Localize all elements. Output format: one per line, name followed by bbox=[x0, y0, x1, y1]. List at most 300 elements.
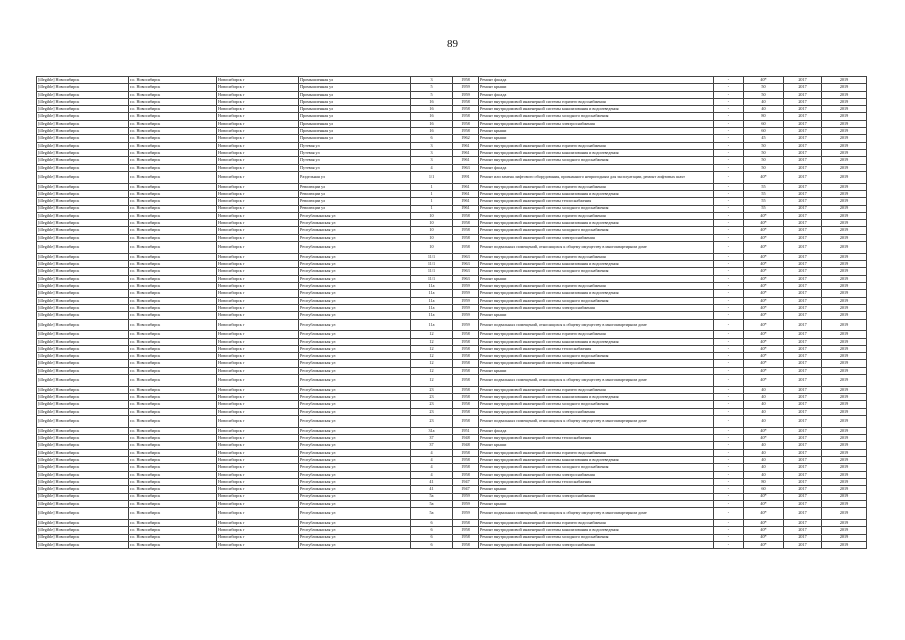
work-type-cell: Ремонт внутридомовой инженерной системы холодного водоснабжения bbox=[479, 113, 714, 120]
work-type-cell: Ремонт крыши bbox=[479, 135, 714, 142]
street-cell: Республиканская ул bbox=[299, 519, 411, 526]
year-end-cell: 2019 bbox=[822, 149, 867, 156]
district-cell: [illegible] Новосибирск bbox=[37, 375, 129, 387]
work-type-cell: Ремонт внутридомовой инженерной системы горячего водоснабжения bbox=[479, 386, 714, 393]
dash-cell: - bbox=[714, 408, 744, 415]
table-row bbox=[37, 345, 867, 352]
cost-cell: 40* bbox=[744, 508, 784, 520]
build-year-cell: 1963 bbox=[453, 268, 479, 275]
table-row bbox=[37, 212, 867, 219]
city-cell: Новосибирск г bbox=[217, 464, 299, 471]
district-cell: [illegible] Новосибирск bbox=[37, 171, 129, 183]
year-end-cell: 2019 bbox=[822, 212, 867, 219]
year-start-cell: 2017 bbox=[784, 435, 822, 442]
year-end-cell: 2019 bbox=[822, 464, 867, 471]
street-cell: Республиканская ул bbox=[299, 442, 411, 449]
cost-cell: 50 bbox=[744, 164, 784, 171]
work-type-cell: Ремонт внутридомовой инженерной системы горячего водоснабжения bbox=[479, 212, 714, 219]
street-cell: Революции ул bbox=[299, 198, 411, 205]
cost-cell: 40* bbox=[744, 253, 784, 260]
cost-cell: 40* bbox=[744, 227, 784, 234]
table-row bbox=[37, 478, 867, 485]
cost-cell: 40* bbox=[744, 290, 784, 297]
okrug-cell: г.о. Новосибирск bbox=[129, 106, 217, 113]
cost-cell: 55 bbox=[744, 198, 784, 205]
year-start-cell: 2017 bbox=[784, 297, 822, 304]
house-number-cell: 16 bbox=[411, 106, 453, 113]
work-type-cell: Ремонт внутридомовой инженерной системы горячего водоснабжения bbox=[479, 98, 714, 105]
dash-cell: - bbox=[714, 283, 744, 290]
table-row bbox=[37, 508, 867, 520]
district-cell: [illegible] Новосибирск bbox=[37, 84, 129, 91]
district-cell: [illegible] Новосибирск bbox=[37, 128, 129, 135]
okrug-cell: г.о. Новосибирск bbox=[129, 253, 217, 260]
cost-cell: 40 bbox=[744, 401, 784, 408]
cost-cell: 40* bbox=[744, 500, 784, 507]
house-number-cell: 4 bbox=[411, 471, 453, 478]
year-end-cell: 2019 bbox=[822, 157, 867, 164]
work-type-cell: Ремонт внутридомовой инженерной системы холодного водоснабжения bbox=[479, 157, 714, 164]
year-start-cell: 2017 bbox=[784, 98, 822, 105]
house-number-cell: 10 bbox=[411, 234, 453, 241]
table-row bbox=[37, 142, 867, 149]
work-type-cell: Ремонт внутридомовой инженерной системы канализования и водоотведения bbox=[479, 149, 714, 156]
dash-cell: - bbox=[714, 253, 744, 260]
street-cell: Республиканская ул bbox=[299, 416, 411, 428]
okrug-cell: г.о. Новосибирск bbox=[129, 500, 217, 507]
dash-cell: - bbox=[714, 457, 744, 464]
house-number-cell: 1 bbox=[411, 190, 453, 197]
city-cell: Новосибирск г bbox=[217, 486, 299, 493]
year-end-cell: 2019 bbox=[822, 242, 867, 254]
work-type-cell: Ремонт или замена лифтового оборудования, признанного непригодным для эксплуатации, ремонт лифтовых шахт bbox=[479, 171, 714, 183]
work-type-cell: Ремонт крыши bbox=[479, 367, 714, 374]
table-row bbox=[37, 500, 867, 507]
okrug-cell: г.о. Новосибирск bbox=[129, 190, 217, 197]
street-cell: Республиканская ул bbox=[299, 394, 411, 401]
work-type-cell: Ремонт внутридомовой инженерной системы холодного водоснабжения bbox=[479, 268, 714, 275]
district-cell: [illegible] Новосибирск bbox=[37, 319, 129, 331]
table-row bbox=[37, 486, 867, 493]
year-start-cell: 2017 bbox=[784, 91, 822, 98]
district-cell: [illegible] Новосибирск bbox=[37, 478, 129, 485]
cost-cell: 80 bbox=[744, 113, 784, 120]
dash-cell: - bbox=[714, 142, 744, 149]
year-start-cell: 2017 bbox=[784, 190, 822, 197]
street-cell: Республиканская ул bbox=[299, 457, 411, 464]
year-start-cell: 2017 bbox=[784, 527, 822, 534]
dash-cell: - bbox=[714, 242, 744, 254]
city-cell: Новосибирск г bbox=[217, 416, 299, 428]
city-cell: Новосибирск г bbox=[217, 478, 299, 485]
cost-cell: 40* bbox=[744, 519, 784, 526]
year-start-cell: 2017 bbox=[784, 519, 822, 526]
street-cell: Республиканская ул bbox=[299, 360, 411, 367]
city-cell: Новосибирск г bbox=[217, 508, 299, 520]
house-number-cell: 12 bbox=[411, 345, 453, 352]
district-cell: [illegible] Новосибирск bbox=[37, 353, 129, 360]
district-cell: [illegible] Новосибирск bbox=[37, 534, 129, 541]
table-row bbox=[37, 541, 867, 548]
build-year-cell: 1947 bbox=[453, 478, 479, 485]
house-number-cell: 31а bbox=[411, 427, 453, 434]
table-row bbox=[37, 427, 867, 434]
dash-cell: - bbox=[714, 442, 744, 449]
year-end-cell: 2019 bbox=[822, 98, 867, 105]
build-year-cell: 1958 bbox=[453, 331, 479, 338]
table-row bbox=[37, 353, 867, 360]
city-cell: Новосибирск г bbox=[217, 541, 299, 548]
cost-cell: 40 bbox=[744, 394, 784, 401]
street-cell: Республиканская ул bbox=[299, 275, 411, 282]
cost-cell: 40* bbox=[744, 242, 784, 254]
dash-cell: - bbox=[714, 541, 744, 548]
city-cell: Новосибирск г bbox=[217, 408, 299, 415]
okrug-cell: г.о. Новосибирск bbox=[129, 527, 217, 534]
district-cell: [illegible] Новосибирск bbox=[37, 113, 129, 120]
cost-cell: 40 bbox=[744, 98, 784, 105]
okrug-cell: г.о. Новосибирск bbox=[129, 234, 217, 241]
build-year-cell: 1959 bbox=[453, 91, 479, 98]
street-cell: Промышленная ул bbox=[299, 113, 411, 120]
year-start-cell: 2017 bbox=[784, 312, 822, 319]
table-row bbox=[37, 242, 867, 254]
okrug-cell: г.о. Новосибирск bbox=[129, 212, 217, 219]
build-year-cell: 1958 bbox=[453, 77, 479, 84]
work-type-cell: Ремонт внутридомовой инженерной системы канализования и водоотведения bbox=[479, 190, 714, 197]
year-end-cell: 2019 bbox=[822, 401, 867, 408]
city-cell: Новосибирск г bbox=[217, 353, 299, 360]
year-end-cell: 2019 bbox=[822, 519, 867, 526]
city-cell: Новосибирск г bbox=[217, 345, 299, 352]
dash-cell: - bbox=[714, 261, 744, 268]
city-cell: Новосибирск г bbox=[217, 198, 299, 205]
build-year-cell: 1958 bbox=[453, 375, 479, 387]
street-cell: Республиканская ул bbox=[299, 464, 411, 471]
work-type-cell: Ремонт внутридомовой инженерной системы электроснабжения bbox=[479, 493, 714, 500]
work-type-cell: Ремонт крыши bbox=[479, 312, 714, 319]
build-year-cell: 1958 bbox=[453, 120, 479, 127]
house-number-cell: 23 bbox=[411, 386, 453, 393]
okrug-cell: г.о. Новосибирск bbox=[129, 84, 217, 91]
work-type-cell: Ремонт подвальных помещений, относящихся к общему имуществу в многоквартирном доме bbox=[479, 416, 714, 428]
work-type-cell: Ремонт фасада bbox=[479, 91, 714, 98]
okrug-cell: г.о. Новосибирск bbox=[129, 338, 217, 345]
cost-cell: 40* bbox=[744, 275, 784, 282]
table-row bbox=[37, 319, 867, 331]
house-number-cell: 3 bbox=[411, 149, 453, 156]
city-cell: Новосибирск г bbox=[217, 91, 299, 98]
dash-cell: - bbox=[714, 297, 744, 304]
city-cell: Новосибирск г bbox=[217, 275, 299, 282]
street-cell: Раздельная ул bbox=[299, 171, 411, 183]
table-row bbox=[37, 442, 867, 449]
district-cell: [illegible] Новосибирск bbox=[37, 527, 129, 534]
okrug-cell: г.о. Новосибирск bbox=[129, 135, 217, 142]
work-type-cell: Ремонт внутридомовой инженерной системы канализования и водоотведения bbox=[479, 261, 714, 268]
dash-cell: - bbox=[714, 427, 744, 434]
year-end-cell: 2019 bbox=[822, 457, 867, 464]
district-cell: [illegible] Новосибирск bbox=[37, 408, 129, 415]
dash-cell: - bbox=[714, 464, 744, 471]
street-cell: Республиканская ул bbox=[299, 319, 411, 331]
build-year-cell: 1958 bbox=[453, 227, 479, 234]
year-end-cell: 2019 bbox=[822, 427, 867, 434]
house-number-cell: 1 bbox=[411, 205, 453, 212]
table-row bbox=[37, 534, 867, 541]
street-cell: Республиканская ул bbox=[299, 386, 411, 393]
dash-cell: - bbox=[714, 338, 744, 345]
okrug-cell: г.о. Новосибирск bbox=[129, 367, 217, 374]
table-row bbox=[37, 77, 867, 84]
year-start-cell: 2017 bbox=[784, 449, 822, 456]
work-type-cell: Ремонт фасада bbox=[479, 77, 714, 84]
okrug-cell: г.о. Новосибирск bbox=[129, 331, 217, 338]
district-cell: [illegible] Новосибирск bbox=[37, 386, 129, 393]
district-cell: [illegible] Новосибирск bbox=[37, 142, 129, 149]
house-number-cell: 10 bbox=[411, 242, 453, 254]
dash-cell: - bbox=[714, 534, 744, 541]
house-number-cell: 12 bbox=[411, 360, 453, 367]
okrug-cell: г.о. Новосибирск bbox=[129, 394, 217, 401]
year-end-cell: 2019 bbox=[822, 312, 867, 319]
okrug-cell: г.о. Новосибирск bbox=[129, 77, 217, 84]
house-number-cell: 11а bbox=[411, 297, 453, 304]
table-row bbox=[37, 457, 867, 464]
work-type-cell: Ремонт внутридомовой инженерной системы холодного водоснабжения bbox=[479, 205, 714, 212]
street-cell: Республиканская ул bbox=[299, 493, 411, 500]
table-row bbox=[37, 416, 867, 428]
table-row bbox=[37, 435, 867, 442]
year-start-cell: 2017 bbox=[784, 319, 822, 331]
district-cell: [illegible] Новосибирск bbox=[37, 508, 129, 520]
repair-schedule-table bbox=[36, 76, 867, 549]
year-start-cell: 2017 bbox=[784, 253, 822, 260]
city-cell: Новосибирск г bbox=[217, 338, 299, 345]
city-cell: Новосибирск г bbox=[217, 386, 299, 393]
year-end-cell: 2019 bbox=[822, 353, 867, 360]
build-year-cell: 1958 bbox=[453, 338, 479, 345]
table-row bbox=[37, 275, 867, 282]
house-number-cell: 6 bbox=[411, 527, 453, 534]
year-start-cell: 2017 bbox=[784, 394, 822, 401]
cost-cell: 80 bbox=[744, 478, 784, 485]
district-cell: [illegible] Новосибирск bbox=[37, 360, 129, 367]
year-end-cell: 2019 bbox=[822, 435, 867, 442]
table-row bbox=[37, 464, 867, 471]
street-cell: Промышленная ул bbox=[299, 98, 411, 105]
dash-cell: - bbox=[714, 449, 744, 456]
district-cell: [illegible] Новосибирск bbox=[37, 442, 129, 449]
build-year-cell: 1961 bbox=[453, 157, 479, 164]
year-end-cell: 2019 bbox=[822, 486, 867, 493]
dash-cell: - bbox=[714, 120, 744, 127]
city-cell: Новосибирск г bbox=[217, 212, 299, 219]
build-year-cell: 1959 bbox=[453, 297, 479, 304]
cost-cell: 50 bbox=[744, 84, 784, 91]
work-type-cell: Ремонт внутридомовой инженерной системы канализования и водоотведения bbox=[479, 457, 714, 464]
work-type-cell: Ремонт внутридомовой инженерной системы электроснабжения bbox=[479, 120, 714, 127]
district-cell: [illegible] Новосибирск bbox=[37, 297, 129, 304]
cost-cell: 40 bbox=[744, 416, 784, 428]
okrug-cell: г.о. Новосибирск bbox=[129, 386, 217, 393]
year-end-cell: 2019 bbox=[822, 268, 867, 275]
build-year-cell: 1959 bbox=[453, 283, 479, 290]
year-end-cell: 2019 bbox=[822, 253, 867, 260]
okrug-cell: г.о. Новосибирск bbox=[129, 275, 217, 282]
year-start-cell: 2017 bbox=[784, 242, 822, 254]
street-cell: Республиканская ул bbox=[299, 253, 411, 260]
house-number-cell: 5а bbox=[411, 508, 453, 520]
year-end-cell: 2019 bbox=[822, 338, 867, 345]
cost-cell: 40* bbox=[744, 331, 784, 338]
year-end-cell: 2019 bbox=[822, 234, 867, 241]
build-year-cell: 1962 bbox=[453, 135, 479, 142]
work-type-cell: Ремонт внутридомовой инженерной системы электроснабжения bbox=[479, 541, 714, 548]
table-row bbox=[37, 527, 867, 534]
table-row bbox=[37, 106, 867, 113]
table-row bbox=[37, 157, 867, 164]
table-row bbox=[37, 183, 867, 190]
year-start-cell: 2017 bbox=[784, 205, 822, 212]
house-number-cell: 37 bbox=[411, 442, 453, 449]
work-type-cell: Ремонт внутридомовой инженерной системы электроснабжения bbox=[479, 471, 714, 478]
build-year-cell: 1961 bbox=[453, 198, 479, 205]
year-start-cell: 2017 bbox=[784, 268, 822, 275]
district-cell: [illegible] Новосибирск bbox=[37, 331, 129, 338]
cost-cell: 40 bbox=[744, 464, 784, 471]
year-end-cell: 2019 bbox=[822, 290, 867, 297]
year-end-cell: 2019 bbox=[822, 527, 867, 534]
cost-cell: 40* bbox=[744, 297, 784, 304]
build-year-cell: 1948 bbox=[453, 442, 479, 449]
district-cell: [illegible] Новосибирск bbox=[37, 304, 129, 311]
house-number-cell: 6 bbox=[411, 135, 453, 142]
city-cell: Новосибирск г bbox=[217, 360, 299, 367]
house-number-cell: 41 bbox=[411, 486, 453, 493]
work-type-cell: Ремонт внутридомовой инженерной системы электроснабжения bbox=[479, 360, 714, 367]
house-number-cell: 16 bbox=[411, 98, 453, 105]
house-number-cell: 10 bbox=[411, 212, 453, 219]
build-year-cell: 1947 bbox=[453, 486, 479, 493]
year-start-cell: 2017 bbox=[784, 128, 822, 135]
house-number-cell: 5 bbox=[411, 91, 453, 98]
city-cell: Новосибирск г bbox=[217, 113, 299, 120]
district-cell: [illegible] Новосибирск bbox=[37, 135, 129, 142]
city-cell: Новосибирск г bbox=[217, 142, 299, 149]
build-year-cell: 1958 bbox=[453, 464, 479, 471]
year-start-cell: 2017 bbox=[784, 401, 822, 408]
year-start-cell: 2017 bbox=[784, 164, 822, 171]
okrug-cell: г.о. Новосибирск bbox=[129, 457, 217, 464]
build-year-cell: 1958 bbox=[453, 353, 479, 360]
okrug-cell: г.о. Новосибирск bbox=[129, 401, 217, 408]
cost-cell: 55 bbox=[744, 205, 784, 212]
okrug-cell: г.о. Новосибирск bbox=[129, 183, 217, 190]
table-row bbox=[37, 360, 867, 367]
year-start-cell: 2017 bbox=[784, 464, 822, 471]
house-number-cell: 11/1 bbox=[411, 261, 453, 268]
street-cell: Республиканская ул bbox=[299, 401, 411, 408]
work-type-cell: Ремонт внутридомовой инженерной системы канализования и водоотведения bbox=[479, 290, 714, 297]
city-cell: Новосибирск г bbox=[217, 297, 299, 304]
year-end-cell: 2019 bbox=[822, 275, 867, 282]
build-year-cell: 1959 bbox=[453, 84, 479, 91]
table-body bbox=[37, 77, 867, 549]
year-end-cell: 2019 bbox=[822, 331, 867, 338]
street-cell: Республиканская ул bbox=[299, 234, 411, 241]
cost-cell: 40 bbox=[744, 471, 784, 478]
year-start-cell: 2017 bbox=[784, 212, 822, 219]
table-row bbox=[37, 135, 867, 142]
table-row bbox=[37, 128, 867, 135]
dash-cell: - bbox=[714, 234, 744, 241]
year-end-cell: 2019 bbox=[822, 493, 867, 500]
dash-cell: - bbox=[714, 375, 744, 387]
city-cell: Новосибирск г bbox=[217, 120, 299, 127]
work-type-cell: Ремонт внутридомовой инженерной системы канализования и водоотведения bbox=[479, 527, 714, 534]
cost-cell: 40* bbox=[744, 527, 784, 534]
year-start-cell: 2017 bbox=[784, 386, 822, 393]
work-type-cell: Ремонт внутридомовой инженерной системы теплоснабжения bbox=[479, 435, 714, 442]
build-year-cell: 1961 bbox=[453, 149, 479, 156]
okrug-cell: г.о. Новосибирск bbox=[129, 375, 217, 387]
district-cell: [illegible] Новосибирск bbox=[37, 427, 129, 434]
cost-cell: 50 bbox=[744, 149, 784, 156]
table-row bbox=[37, 519, 867, 526]
work-type-cell: Ремонт подвальных помещений, относящихся к общему имуществу в многоквартирном доме bbox=[479, 319, 714, 331]
year-start-cell: 2017 bbox=[784, 408, 822, 415]
city-cell: Новосибирск г bbox=[217, 183, 299, 190]
city-cell: Новосибирск г bbox=[217, 442, 299, 449]
build-year-cell: 1959 bbox=[453, 312, 479, 319]
table-row bbox=[37, 401, 867, 408]
city-cell: Новосибирск г bbox=[217, 234, 299, 241]
cost-cell: 40* bbox=[744, 312, 784, 319]
build-year-cell: 1958 bbox=[453, 106, 479, 113]
street-cell: Промышленная ул bbox=[299, 128, 411, 135]
table-row bbox=[37, 283, 867, 290]
dash-cell: - bbox=[714, 312, 744, 319]
year-start-cell: 2017 bbox=[784, 234, 822, 241]
cost-cell: 40* bbox=[744, 353, 784, 360]
city-cell: Новосибирск г bbox=[217, 500, 299, 507]
build-year-cell: 1963 bbox=[453, 275, 479, 282]
dash-cell: - bbox=[714, 304, 744, 311]
work-type-cell: Ремонт внутридомовой инженерной системы горячего водоснабжения bbox=[479, 253, 714, 260]
cost-cell: 40* bbox=[744, 268, 784, 275]
street-cell: Республиканская ул bbox=[299, 220, 411, 227]
year-end-cell: 2019 bbox=[822, 190, 867, 197]
year-start-cell: 2017 bbox=[784, 338, 822, 345]
cost-cell: 60 bbox=[744, 486, 784, 493]
year-start-cell: 2017 bbox=[784, 541, 822, 548]
city-cell: Новосибирск г bbox=[217, 128, 299, 135]
table-row bbox=[37, 338, 867, 345]
build-year-cell: 1958 bbox=[453, 408, 479, 415]
year-start-cell: 2017 bbox=[784, 106, 822, 113]
district-cell: [illegible] Новосибирск bbox=[37, 519, 129, 526]
cost-cell: 40* bbox=[744, 367, 784, 374]
city-cell: Новосибирск г bbox=[217, 319, 299, 331]
build-year-cell: 1958 bbox=[453, 457, 479, 464]
street-cell: Путевая ул bbox=[299, 149, 411, 156]
okrug-cell: г.о. Новосибирск bbox=[129, 304, 217, 311]
city-cell: Новосибирск г bbox=[217, 534, 299, 541]
cost-cell: 40 bbox=[744, 408, 784, 415]
dash-cell: - bbox=[714, 84, 744, 91]
okrug-cell: г.о. Новосибирск bbox=[129, 205, 217, 212]
